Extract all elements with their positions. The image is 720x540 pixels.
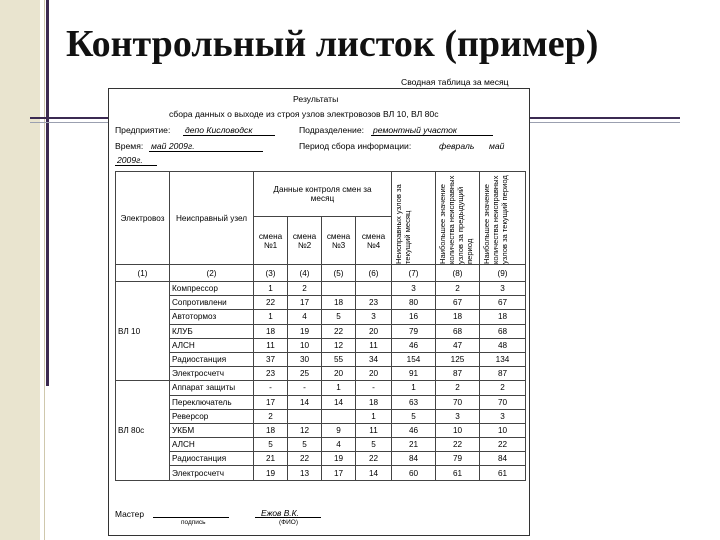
value-cell-c9: 68	[480, 324, 526, 338]
value-cell-s3: 14	[322, 395, 356, 409]
value-cell-c7: 84	[392, 452, 436, 466]
value-cell-s3: 1	[322, 381, 356, 395]
value-cell-c7: 79	[392, 324, 436, 338]
slide-title: Контрольный листок (пример)	[66, 23, 599, 65]
table-row	[116, 352, 526, 366]
sign-line	[153, 517, 229, 518]
value-cell-s4: -	[356, 381, 392, 395]
value-cell-s2	[288, 409, 322, 423]
value-cell-c7: 46	[392, 423, 436, 437]
value-cell-s1: 23	[254, 367, 288, 381]
title-rule-right-thin	[530, 122, 680, 123]
value-cell-s1: 21	[254, 452, 288, 466]
head-col9-text: Наибольшее значение количества неисправных узлов за текущий период	[482, 175, 510, 264]
head-col7	[392, 172, 436, 265]
head-col8-text: Наибольшее значение количества неисправных узлов за предыдущий период	[438, 175, 475, 264]
head-control-data: Данные контроля смен за месяц	[254, 172, 392, 217]
value-cell-s4: 1	[356, 409, 392, 423]
time-value-year: 2009г.	[115, 155, 157, 166]
value-cell-s2: 17	[288, 296, 322, 310]
head-shift3: смена №3	[322, 217, 356, 265]
node-cell: Реверсор	[170, 409, 254, 423]
column-number: (6)	[356, 265, 392, 282]
head-col7-text: Неисправных узлов за текущий месяц	[394, 184, 413, 264]
head-shift1: смена №1	[254, 217, 288, 265]
table-row	[116, 423, 526, 437]
value-cell-s2: 2	[288, 282, 322, 296]
master-name: Ежов В.К.	[261, 508, 299, 518]
value-cell-s2: 30	[288, 352, 322, 366]
value-cell-s2: 13	[288, 466, 322, 480]
value-cell-s4: 14	[356, 466, 392, 480]
value-cell-c9: 3	[480, 409, 526, 423]
column-number: (3)	[254, 265, 288, 282]
table-row	[116, 324, 526, 338]
value-cell-c7: 46	[392, 338, 436, 352]
value-cell-s1: 11	[254, 338, 288, 352]
check-sheet-document	[108, 77, 530, 536]
table-row	[116, 310, 526, 324]
value-cell-s3: 19	[322, 452, 356, 466]
column-number: (9)	[480, 265, 526, 282]
column-number: (2)	[170, 265, 254, 282]
value-cell-c7: 1	[392, 381, 436, 395]
title-rule-left	[30, 117, 108, 119]
value-cell-c9: 3	[480, 282, 526, 296]
value-cell-c8: 125	[436, 352, 480, 366]
value-cell-c8: 79	[436, 452, 480, 466]
column-number: (5)	[322, 265, 356, 282]
column-number: (8)	[436, 265, 480, 282]
value-cell-c9: 10	[480, 423, 526, 437]
column-number: (4)	[288, 265, 322, 282]
time-label: Время:	[115, 141, 144, 151]
value-cell-s1: 22	[254, 296, 288, 310]
value-cell-c8: 87	[436, 367, 480, 381]
document-subtitle: сбора данных о выходе из строя узлов электровозов ВЛ 10, ВЛ 80с	[169, 109, 439, 119]
value-cell-s4: 23	[356, 296, 392, 310]
value-cell-s4: 20	[356, 324, 392, 338]
node-cell: АЛСН	[170, 338, 254, 352]
value-cell-s1: 19	[254, 466, 288, 480]
title-rule-left-thin	[30, 122, 108, 123]
table-row	[116, 409, 526, 423]
column-number: (7)	[392, 265, 436, 282]
value-cell-s2: -	[288, 381, 322, 395]
value-cell-c9: 18	[480, 310, 526, 324]
master-label: Мастер	[115, 509, 144, 519]
value-cell-s1: -	[254, 381, 288, 395]
value-cell-c8: 2	[436, 381, 480, 395]
head-col9	[480, 172, 526, 265]
node-cell: АЛСН	[170, 438, 254, 452]
value-cell-c7: 21	[392, 438, 436, 452]
value-cell-s3: 12	[322, 338, 356, 352]
value-cell-s2: 12	[288, 423, 322, 437]
table-row	[116, 381, 526, 395]
value-cell-s4: 5	[356, 438, 392, 452]
results-label: Результаты	[293, 94, 339, 104]
node-cell: УКБМ	[170, 423, 254, 437]
node-cell: Компрессор	[170, 282, 254, 296]
node-cell: КЛУБ	[170, 324, 254, 338]
value-cell-c9: 67	[480, 296, 526, 310]
value-cell-s3: 5	[322, 310, 356, 324]
value-cell-s3: 18	[322, 296, 356, 310]
value-cell-s1: 5	[254, 438, 288, 452]
table-row	[116, 367, 526, 381]
value-cell-c9: 84	[480, 452, 526, 466]
value-cell-c7: 80	[392, 296, 436, 310]
name-line	[255, 517, 321, 518]
value-cell-s2: 19	[288, 324, 322, 338]
corner-title: Сводная таблица за месяц	[401, 77, 509, 87]
left-decor-band	[0, 0, 40, 540]
value-cell-s4: 34	[356, 352, 392, 366]
table-row	[116, 452, 526, 466]
value-cell-c9: 70	[480, 395, 526, 409]
value-cell-c8: 18	[436, 310, 480, 324]
value-cell-c8: 2	[436, 282, 480, 296]
value-cell-s4: 3	[356, 310, 392, 324]
node-cell: Радиостанция	[170, 452, 254, 466]
value-cell-c8: 67	[436, 296, 480, 310]
value-cell-s3	[322, 409, 356, 423]
left-decor-thin-line	[44, 0, 45, 540]
value-cell-s3	[322, 282, 356, 296]
time-value: май 2009г.	[149, 141, 263, 152]
table-row	[116, 395, 526, 409]
value-cell-c7: 60	[392, 466, 436, 480]
value-cell-s4: 18	[356, 395, 392, 409]
value-cell-s1: 18	[254, 423, 288, 437]
value-cell-s4: 22	[356, 452, 392, 466]
value-cell-s3: 20	[322, 367, 356, 381]
value-cell-c9: 48	[480, 338, 526, 352]
node-cell: Сопротивлени	[170, 296, 254, 310]
value-cell-c8: 3	[436, 409, 480, 423]
value-cell-c7: 3	[392, 282, 436, 296]
table-row	[116, 338, 526, 352]
period-to: май	[489, 141, 505, 151]
value-cell-s2: 5	[288, 438, 322, 452]
value-cell-c7: 5	[392, 409, 436, 423]
value-cell-c8: 70	[436, 395, 480, 409]
value-cell-s4: 11	[356, 423, 392, 437]
value-cell-s1: 18	[254, 324, 288, 338]
division-value: ремонтный участок	[371, 125, 493, 136]
value-cell-s1: 1	[254, 282, 288, 296]
column-number-row	[116, 265, 526, 282]
check-sheet-table	[115, 171, 526, 481]
enterprise-value: депо Кисловодск	[183, 125, 275, 136]
value-cell-s4: 20	[356, 367, 392, 381]
value-cell-c7: 91	[392, 367, 436, 381]
value-cell-c7: 16	[392, 310, 436, 324]
value-cell-s2: 4	[288, 310, 322, 324]
value-cell-s2: 22	[288, 452, 322, 466]
table-row	[116, 466, 526, 480]
head-shift2: смена №2	[288, 217, 322, 265]
period-label: Период сбора информации:	[299, 141, 412, 151]
node-cell: Аппарат защиты	[170, 381, 254, 395]
node-cell: Электросчетч	[170, 367, 254, 381]
name-caption: (ФИО)	[279, 519, 298, 526]
value-cell-s1: 37	[254, 352, 288, 366]
value-cell-c9: 61	[480, 466, 526, 480]
head-locomotive: Электровоз	[116, 172, 170, 265]
node-cell: Автотормоз	[170, 310, 254, 324]
value-cell-c7: 154	[392, 352, 436, 366]
value-cell-s3: 22	[322, 324, 356, 338]
head-col8	[436, 172, 480, 265]
title-rule-right	[530, 117, 680, 119]
left-decor-line	[46, 0, 49, 386]
value-cell-c9: 22	[480, 438, 526, 452]
value-cell-c9: 87	[480, 367, 526, 381]
value-cell-s2: 14	[288, 395, 322, 409]
value-cell-c8: 47	[436, 338, 480, 352]
value-cell-s1: 2	[254, 409, 288, 423]
value-cell-c8: 10	[436, 423, 480, 437]
locomotive-cell: ВЛ 10	[116, 282, 170, 381]
division-label: Подразделение:	[299, 125, 365, 135]
value-cell-s3: 17	[322, 466, 356, 480]
sign-caption: подпись	[181, 519, 206, 526]
value-cell-s3: 4	[322, 438, 356, 452]
node-cell: Электросчетч	[170, 466, 254, 480]
value-cell-c8: 68	[436, 324, 480, 338]
table-row	[116, 438, 526, 452]
table-row	[116, 296, 526, 310]
head-faulty-node: Неисправный узел	[170, 172, 254, 265]
value-cell-c8: 22	[436, 438, 480, 452]
value-cell-s1: 1	[254, 310, 288, 324]
value-cell-s3: 55	[322, 352, 356, 366]
value-cell-s4: 11	[356, 338, 392, 352]
enterprise-label: Предприятие:	[115, 125, 171, 135]
table-row	[116, 282, 526, 296]
node-cell: Радиостанция	[170, 352, 254, 366]
node-cell: Переключатель	[170, 395, 254, 409]
locomotive-cell: ВЛ 80с	[116, 381, 170, 480]
value-cell-s3: 9	[322, 423, 356, 437]
head-shift4: смена №4	[356, 217, 392, 265]
value-cell-c8: 61	[436, 466, 480, 480]
value-cell-c7: 63	[392, 395, 436, 409]
column-number: (1)	[116, 265, 170, 282]
period-from: февраль	[439, 141, 475, 151]
value-cell-s2: 25	[288, 367, 322, 381]
value-cell-s2: 10	[288, 338, 322, 352]
value-cell-c9: 134	[480, 352, 526, 366]
value-cell-c9: 2	[480, 381, 526, 395]
value-cell-s1: 17	[254, 395, 288, 409]
value-cell-s4	[356, 282, 392, 296]
